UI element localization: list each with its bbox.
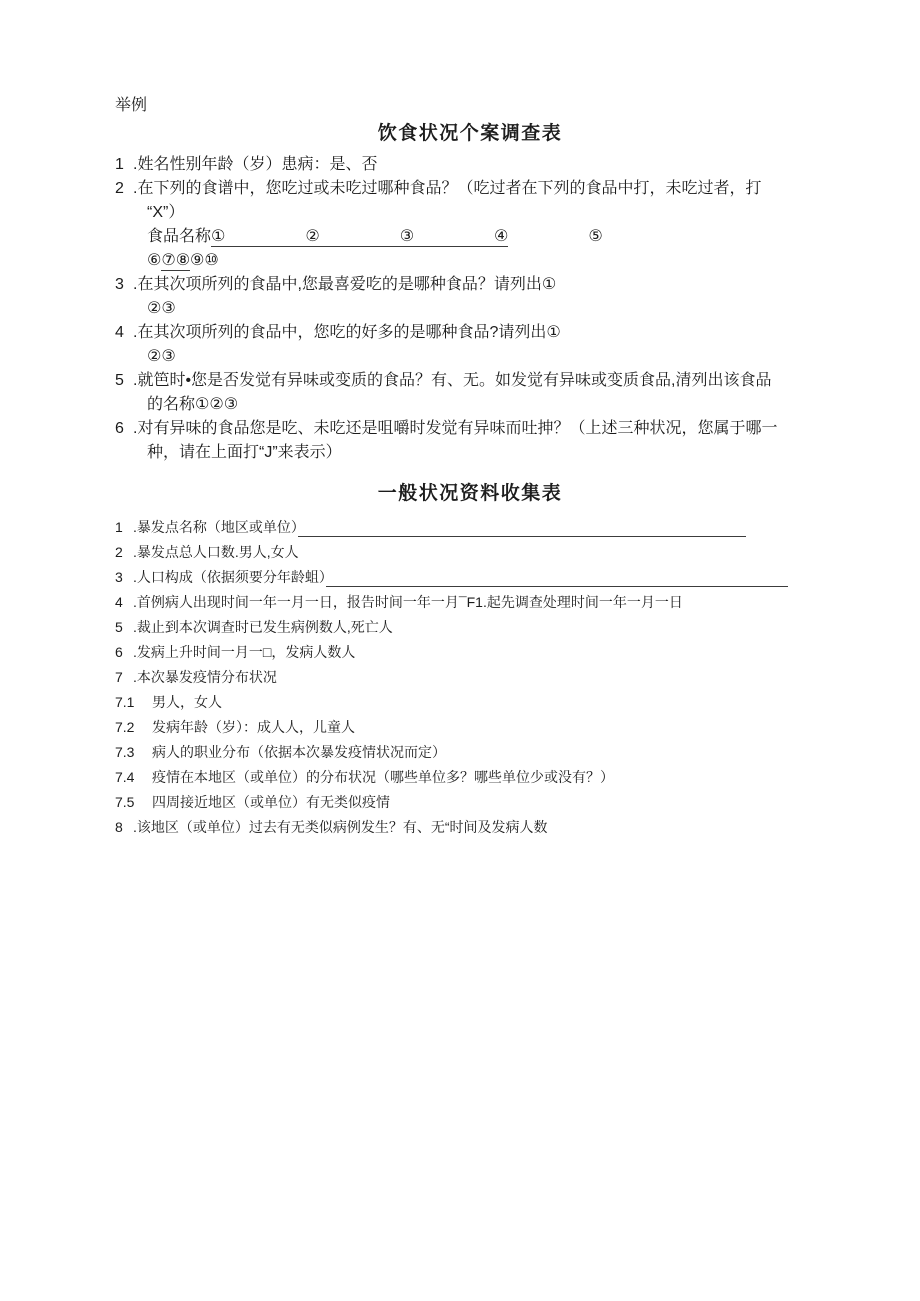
row-text: 种，请在上面打“J”来表示） — [147, 444, 342, 461]
table2-title: 一般状况资料收集表 — [377, 483, 563, 504]
list-row — [115, 153, 825, 177]
row-text: “X”） — [147, 204, 185, 221]
row-text: .姓名性别年龄（岁）患病：是、否 — [133, 156, 378, 173]
row-number: 4 — [115, 324, 124, 341]
row-text: .该地区（或单位）过去有无类似病例发生？有、无“时间及发病人数 — [133, 819, 548, 835]
row-number: 6 — [115, 420, 124, 437]
row-number: 7.1 — [115, 694, 135, 710]
row-number: 3 — [115, 569, 123, 585]
row-text: 男人，女人 — [152, 694, 222, 710]
underline-fill — [298, 519, 746, 537]
list-row — [115, 815, 825, 840]
row-text: ②③ — [147, 300, 176, 317]
list-row — [115, 417, 825, 441]
row-text: .暴发点名称（地区或单位） — [133, 519, 298, 535]
row-text: .暴发点总人口数.男人,女人 — [133, 544, 299, 560]
row-text: .人口构成（依据须要分年龄蛆） — [133, 569, 326, 585]
list-row — [115, 321, 825, 345]
row-text: ⑤ — [508, 228, 603, 245]
list-row — [115, 369, 825, 393]
list-row — [115, 441, 825, 465]
row-text: 食品名称 — [147, 228, 212, 245]
row-text: .在其次项所列的食晶中,您最喜爱吃的是哪种食品？请列出① — [133, 276, 557, 293]
list-row — [115, 740, 825, 765]
list-row — [115, 665, 825, 690]
row-text: .对有异味的食品您是吃、未吃还是咀嚼时发觉有异味而吐抻？（上述三种状况，您属于哪一 — [133, 420, 778, 437]
row-number: 7.4 — [115, 769, 135, 785]
row-text: ⑨⑩ — [190, 252, 219, 269]
list-row — [115, 790, 825, 815]
row-text: .发病上升时间一月一□，发病人数人 — [133, 644, 356, 660]
row-number: 1 — [115, 519, 123, 535]
row-number: 4 — [115, 594, 123, 610]
list-row — [115, 177, 825, 201]
row-text: 的名称①②③ — [147, 396, 239, 413]
row-number: 7 — [115, 669, 123, 685]
row-text: .裁止到本次调查时已发生病例数人,死亡人 — [133, 619, 393, 635]
row-number: 8 — [115, 819, 123, 835]
example-label: 举例 — [115, 97, 148, 114]
row-text: 病人的职业分布（依据本次暴发疫情状况而定） — [152, 744, 446, 760]
list-row — [115, 345, 825, 369]
row-text: 发病年龄（岁）：成人人，儿童人 — [152, 719, 355, 735]
row-number: 5 — [115, 372, 124, 389]
list-row — [115, 225, 825, 249]
list-row — [115, 715, 825, 740]
table2-body — [115, 515, 825, 840]
row-number: 2 — [115, 180, 124, 197]
table1-body — [115, 153, 825, 465]
list-row — [115, 393, 825, 417]
list-row — [115, 540, 825, 565]
list-row — [115, 565, 825, 590]
list-row — [115, 515, 825, 540]
row-text: ②③ — [147, 348, 176, 365]
row-text: .在下列的食谱中，您吃过或未吃过哪种食品？（吃过者在下列的食品中打，未吃过者，打 — [133, 180, 762, 197]
table1-title: 饮食状况个案调查表 — [377, 123, 563, 144]
row-text: .本次暴发疫情分布状况 — [133, 669, 277, 685]
row-number: 5 — [115, 619, 123, 635]
row-number: 1 — [115, 156, 124, 173]
row-number: 6 — [115, 644, 123, 660]
list-row — [115, 201, 825, 225]
row-text: 疫情在本地区（或单位）的分布状况（哪些单位多？哪些单位少或没有？） — [152, 769, 614, 785]
row-text: .在其次项所列的食品中，您吃的好多的是哪种食品?请列出① — [133, 324, 561, 341]
list-row — [115, 690, 825, 715]
list-row — [115, 297, 825, 321]
row-text: 四周接近地区（或单位）有无类似疫情 — [152, 794, 390, 810]
underline-fill: ⑦⑧ — [161, 252, 191, 269]
list-row — [115, 273, 825, 297]
list-row — [115, 249, 825, 273]
list-row — [115, 615, 825, 640]
row-text: .首例病人出现时间一年一月一日，报告时间一年一月¯F1.起先调查处理时间一年一月一日 — [133, 594, 683, 610]
underline-fill: ① ② ③ ④ — [211, 228, 509, 245]
row-number: 7.2 — [115, 719, 135, 735]
row-number: 7.5 — [115, 794, 135, 810]
list-row — [115, 640, 825, 665]
row-number: 3 — [115, 276, 124, 293]
underline-fill — [326, 569, 788, 587]
row-number: 7.3 — [115, 744, 135, 760]
list-row — [115, 590, 825, 615]
list-row — [115, 765, 825, 790]
row-text: .就笆时•您是否发觉有异味或变质的食品？有、无。如发觉有异味或变质食品,清列出该食品 — [133, 372, 772, 389]
row-text: ⑥ — [147, 252, 162, 269]
row-number: 2 — [115, 544, 123, 560]
